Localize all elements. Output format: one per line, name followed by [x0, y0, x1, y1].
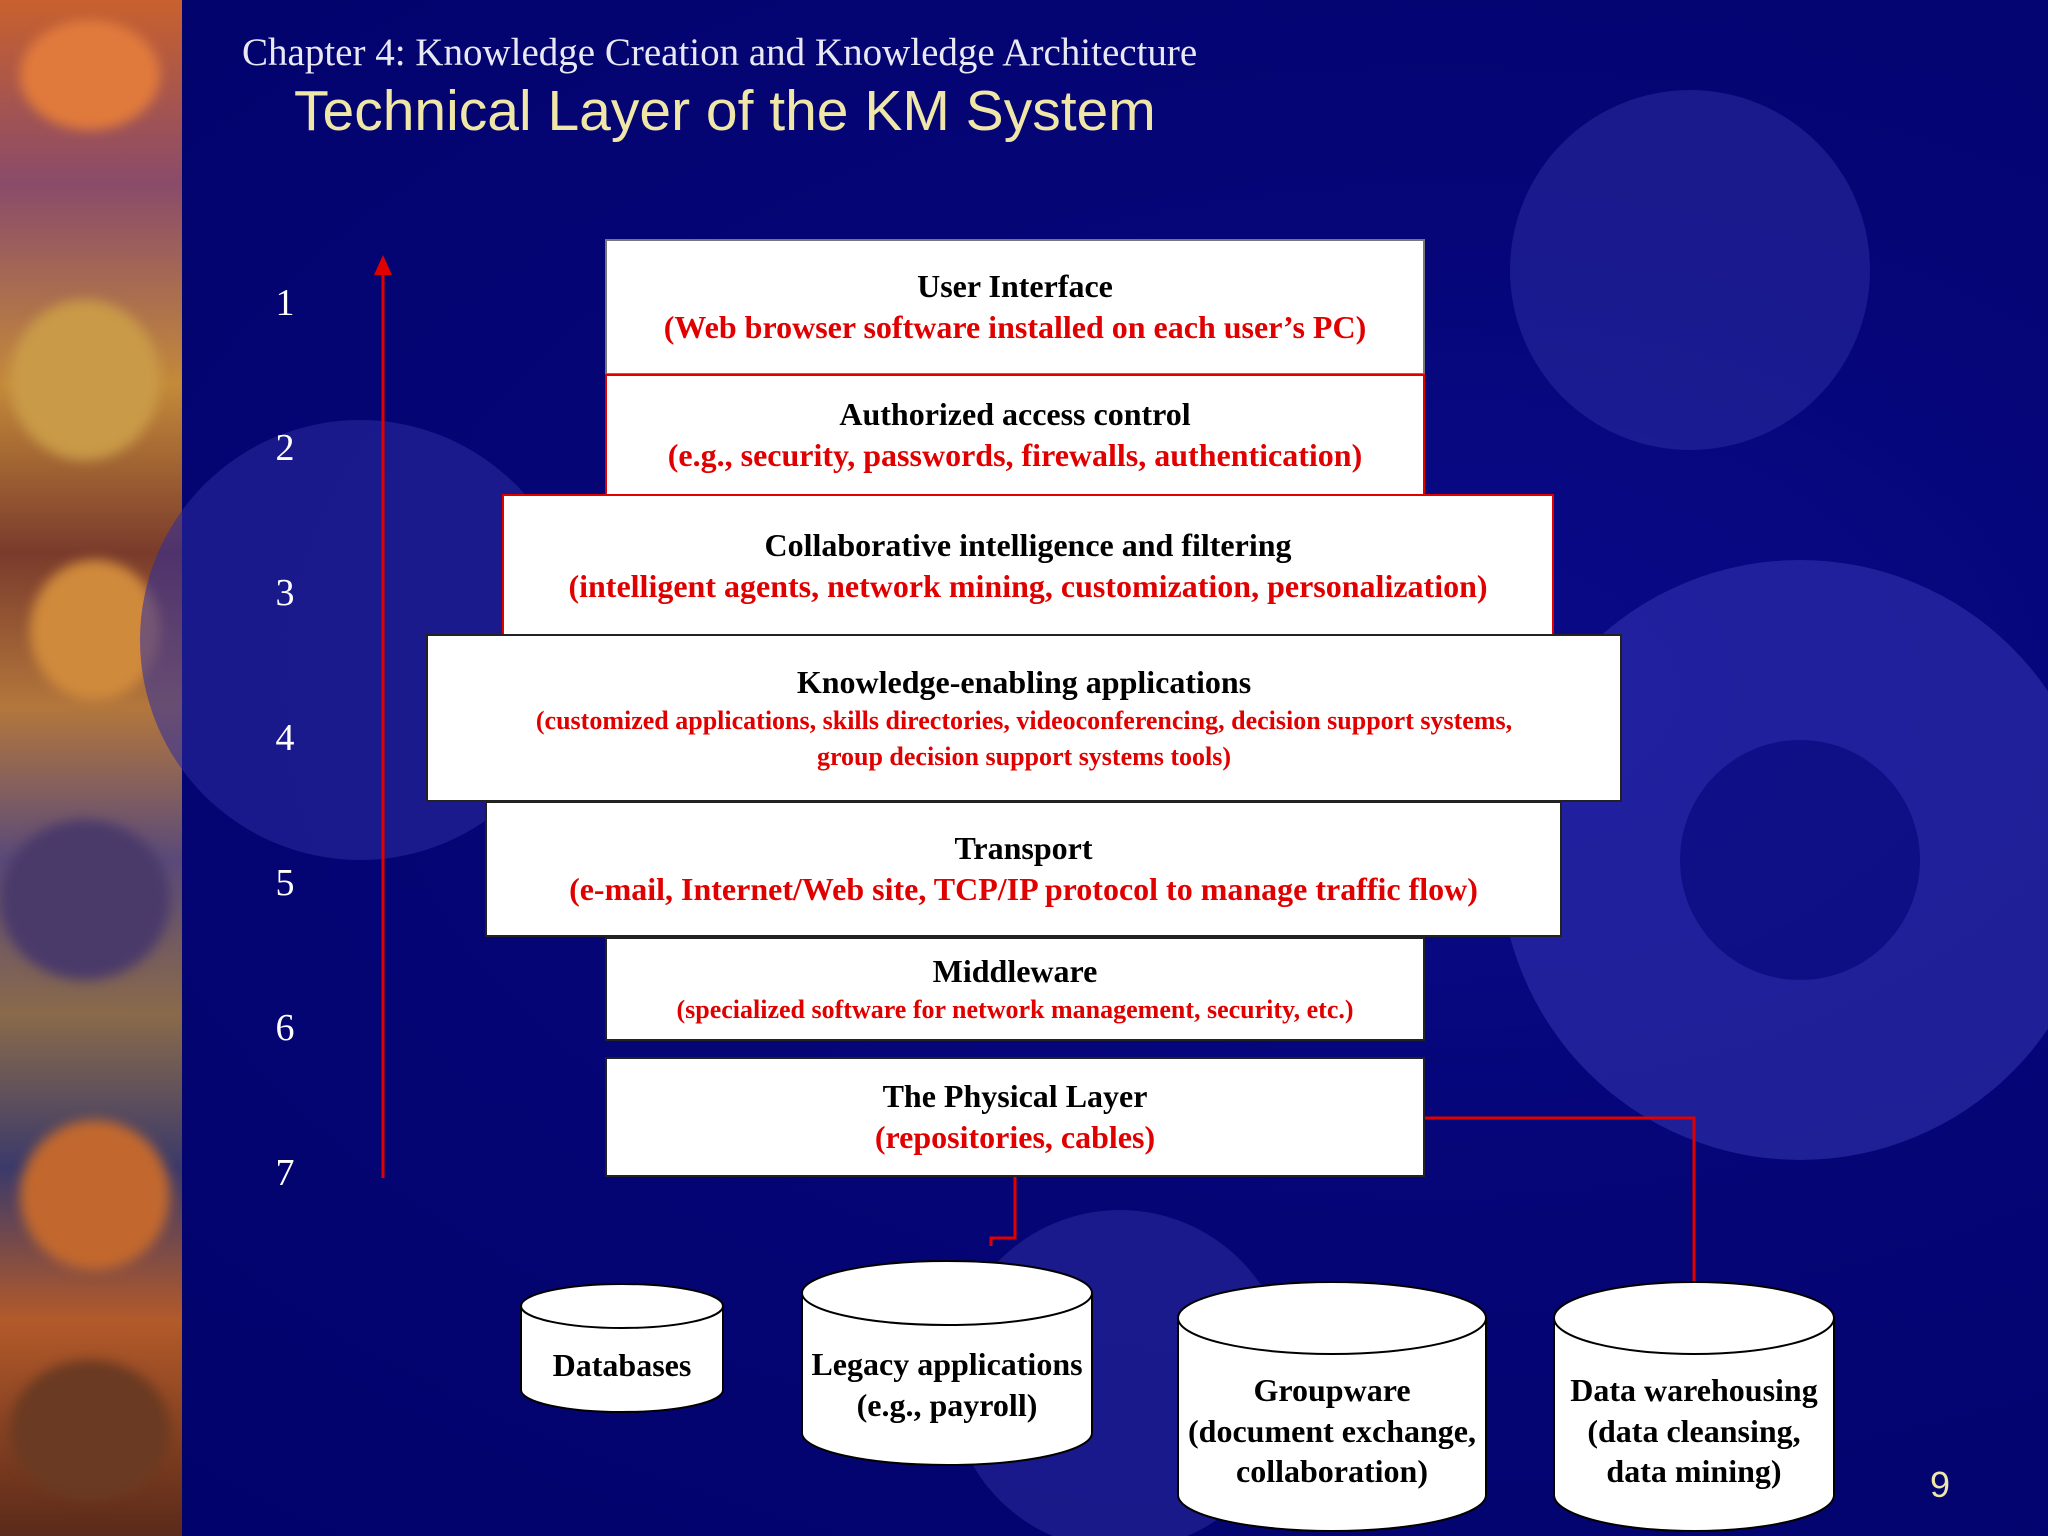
layer-description-line-1: (customized applications, skills directories, videoconferencing, decision support systems, [535, 705, 1513, 735]
cylinder-databases [521, 1284, 723, 1412]
cylinder-legacy-applications [802, 1261, 1092, 1465]
layer-description: (e.g., security, passwords, firewalls, authentication) [667, 437, 1363, 473]
repository-label-line-2: (document exchange, [1188, 1413, 1476, 1449]
layer-description-line-2: group decision support systems tools) [816, 741, 1232, 771]
cylinder-groupware [1178, 1282, 1486, 1531]
layer-description: (e-mail, Internet/Web site, TCP/IP protocol to manage traffic flow) [569, 871, 1478, 907]
level-number-2: 2 [275, 427, 295, 469]
level-number-3: 3 [275, 572, 295, 614]
level-number-4: 4 [275, 717, 295, 759]
layer-name: User Interface [917, 268, 1113, 304]
layer-name: Knowledge-enabling applications [796, 663, 1252, 700]
repository-label-line-1: Data warehousing [1570, 1372, 1818, 1408]
repository-label-line-2: (data cleansing, [1587, 1413, 1801, 1449]
layer-description: (specialized software for network management, security, etc.) [676, 994, 1354, 1024]
layer-name: Transport [954, 830, 1093, 866]
repository-label-line-2: (e.g., payroll) [856, 1387, 1038, 1423]
cylinder-data-warehousing [1554, 1282, 1834, 1531]
repository-label-line-1: Legacy applications [811, 1346, 1083, 1382]
level-number-6: 6 [275, 1007, 295, 1049]
level-number-1: 1 [275, 282, 295, 324]
layer-name: Collaborative intelligence and filtering [764, 527, 1292, 563]
layer-name: The Physical Layer [882, 1078, 1148, 1114]
level-number-5: 5 [275, 862, 295, 904]
repository-label-line-1: Groupware [1253, 1372, 1411, 1408]
slide-title: Technical Layer of the KM System [294, 79, 1156, 143]
chapter-heading: Chapter 4: Knowledge Creation and Knowledge Architecture [242, 31, 1198, 74]
layer-description: (intelligent agents, network mining, customization, personalization) [568, 568, 1488, 604]
layer-name: Middleware [932, 952, 1098, 989]
repository-label: Databases [552, 1347, 692, 1383]
level-number-7: 7 [275, 1152, 295, 1194]
repository-label-line-3: collaboration) [1236, 1453, 1428, 1489]
layer-description: (repositories, cables) [874, 1119, 1156, 1155]
layer-name: Authorized access control [839, 396, 1191, 432]
layer-description: (Web browser software installed on each user’s PC) [663, 309, 1367, 345]
repository-label-line-3: data mining) [1606, 1453, 1782, 1489]
page-number: 9 [1930, 1464, 1951, 1505]
